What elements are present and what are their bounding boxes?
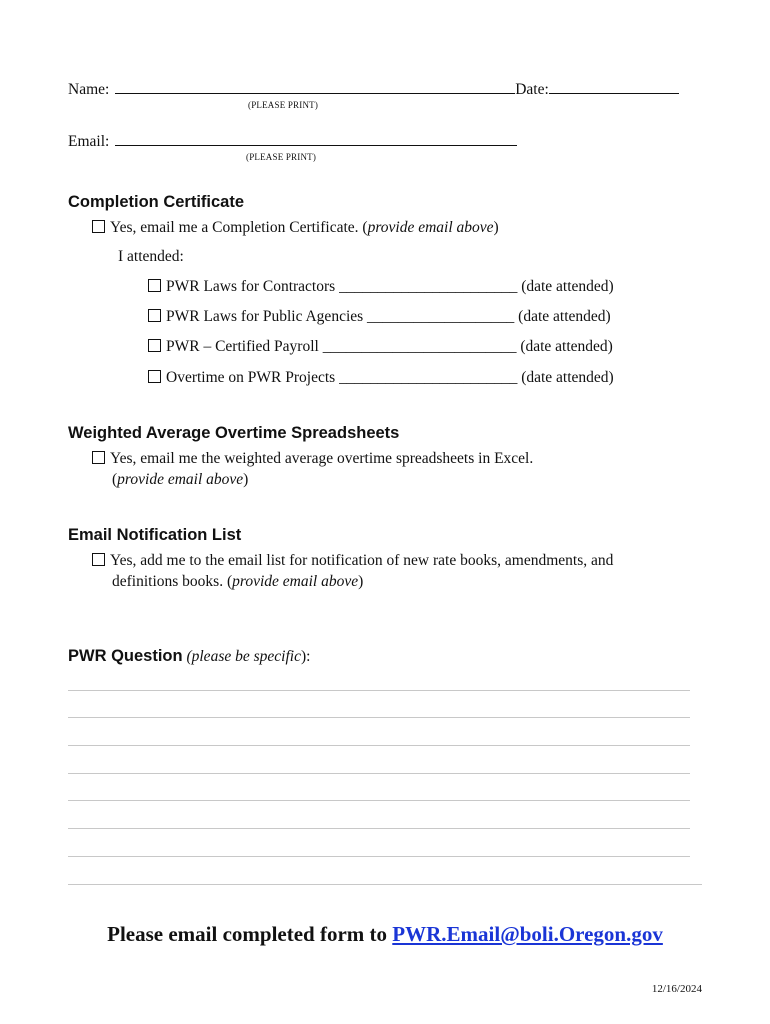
- revision-date: 12/16/2024: [651, 983, 702, 995]
- date-field[interactable]: [549, 79, 679, 94]
- spreadsheets-line2-italic: provide email above: [117, 471, 244, 488]
- email-please-print: (PLEASE PRINT): [246, 152, 317, 162]
- question-close: ):: [300, 648, 311, 665]
- completion-option-close: ): [493, 219, 499, 236]
- answer-line[interactable]: [68, 856, 690, 857]
- question-heading: PWR Question: [68, 647, 183, 665]
- course-date-blank[interactable]: _________________________: [322, 338, 517, 355]
- course-date-blank[interactable]: ___________________: [367, 308, 515, 325]
- spreadsheets-line2-open: (: [112, 471, 118, 488]
- attended-label: I attended:: [118, 248, 184, 265]
- spreadsheets-option: [92, 450, 533, 468]
- course-checkbox[interactable]: [148, 279, 161, 292]
- question-italic: (please be specific: [186, 648, 301, 665]
- spreadsheets-heading: Weighted Average Overtime Spreadsheets: [68, 424, 400, 442]
- spreadsheets-line2-close: ): [243, 471, 249, 488]
- completion-option: [92, 219, 499, 237]
- course-date-suffix: (date attended): [520, 338, 613, 355]
- name-please-print: (PLEASE PRINT): [248, 100, 319, 110]
- name-label: Name:: [68, 81, 110, 98]
- notification-checkbox[interactable]: [92, 553, 105, 566]
- completion-option-text: Yes, email me a Completion Certificate. (: [110, 219, 368, 236]
- notification-option-line2: [112, 573, 363, 591]
- course-label: PWR Laws for Public Agencies: [166, 308, 364, 325]
- date-label: Date:: [515, 81, 549, 98]
- notification-heading: Email Notification List: [68, 526, 242, 544]
- question-row: [68, 647, 310, 666]
- name-date-row: [68, 79, 679, 99]
- course-row: [148, 369, 614, 387]
- answer-line[interactable]: [68, 690, 690, 691]
- completion-checkbox[interactable]: [92, 220, 105, 233]
- course-row: [148, 338, 613, 356]
- notification-option: [92, 552, 613, 570]
- answer-line[interactable]: [68, 745, 690, 746]
- course-date-blank[interactable]: _______________________: [339, 278, 518, 295]
- course-label: PWR Laws for Contractors: [166, 278, 336, 295]
- course-date-suffix: (date attended): [521, 278, 614, 295]
- course-date-suffix: (date attended): [518, 308, 611, 325]
- spreadsheets-option-line2: [112, 471, 248, 489]
- course-checkbox[interactable]: [148, 309, 161, 322]
- notification-option-text: Yes, add me to the email list for notification of new rate books, amendments, and: [110, 552, 614, 569]
- answer-line[interactable]: [68, 773, 690, 774]
- course-checkbox[interactable]: [148, 339, 161, 352]
- notification-line2-italic: provide email above: [232, 573, 359, 590]
- email-row: [68, 131, 517, 151]
- completion-heading: Completion Certificate: [68, 193, 245, 211]
- spreadsheets-option-text: Yes, email me the weighted average overtime spreadsheets in Excel.: [110, 450, 534, 467]
- course-row: [148, 308, 611, 326]
- email-field[interactable]: [115, 131, 517, 146]
- answer-line[interactable]: [68, 717, 690, 718]
- course-label: PWR – Certified Payroll: [166, 338, 319, 355]
- course-date-suffix: (date attended): [521, 369, 614, 386]
- course-checkbox[interactable]: [148, 370, 161, 383]
- course-date-blank[interactable]: _______________________: [339, 369, 518, 386]
- name-field[interactable]: [115, 79, 515, 94]
- course-row: [148, 278, 614, 296]
- submission-instructions: [0, 922, 770, 947]
- answer-line[interactable]: [68, 884, 702, 885]
- notification-line2-close: ): [358, 573, 364, 590]
- notification-line2-text: definitions books. (: [112, 573, 233, 590]
- footer-email-link[interactable]: PWR.Email@boli.Oregon.gov: [392, 922, 663, 946]
- course-label: Overtime on PWR Projects: [166, 369, 336, 386]
- footer-text: Please email completed form to: [107, 922, 393, 946]
- spreadsheets-checkbox[interactable]: [92, 451, 105, 464]
- answer-line[interactable]: [68, 828, 690, 829]
- email-label: Email:: [68, 133, 110, 150]
- completion-option-italic: provide email above: [367, 219, 494, 236]
- answer-line[interactable]: [68, 800, 690, 801]
